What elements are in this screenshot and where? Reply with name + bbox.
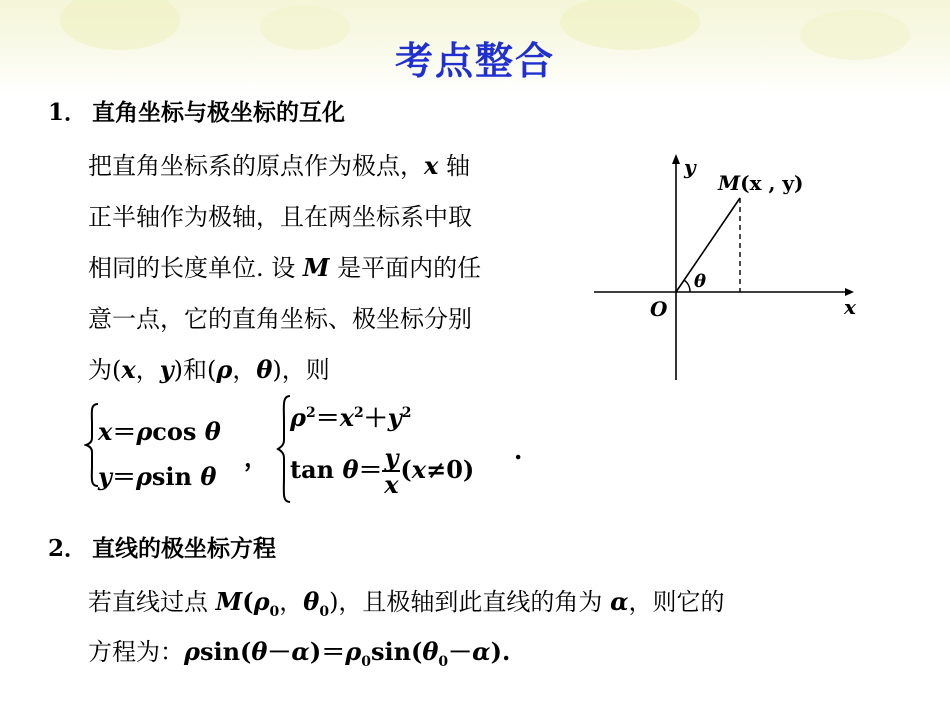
- var-rho: ρ: [290, 403, 306, 432]
- var-x: x: [424, 151, 439, 180]
- var-rho: ρ: [136, 417, 153, 446]
- angle-arc: [684, 280, 690, 292]
- plus: ＋: [363, 403, 388, 432]
- text: ，: [135, 356, 160, 384]
- section-2-title: 直线的极坐标方程: [92, 535, 276, 562]
- section-1-line-4: [88, 299, 472, 334]
- system-1-row-2: [98, 457, 216, 492]
- text: 是平面内的任: [329, 254, 482, 282]
- text: 为(: [88, 356, 122, 384]
- text: ，: [279, 588, 304, 616]
- section-2-number: 2．: [48, 535, 88, 562]
- var-y: y: [387, 403, 402, 432]
- minus: －: [448, 637, 473, 666]
- var-rho: ρ: [216, 355, 233, 384]
- y-axis-arrow: [672, 154, 680, 164]
- paren: (: [242, 587, 254, 616]
- var-theta: θ: [342, 455, 359, 484]
- var-x: x: [121, 355, 136, 384]
- equals: )＝: [309, 637, 346, 666]
- var-theta: θ: [256, 355, 273, 384]
- section-1-line-3: [88, 248, 481, 283]
- var-rho: ρ: [135, 462, 152, 491]
- var-alpha: α: [610, 587, 629, 616]
- equals: ＝: [111, 462, 136, 491]
- text: ，: [232, 356, 257, 384]
- section-2-heading: [48, 530, 276, 563]
- section-1-heading: [48, 94, 345, 127]
- subscript: 0: [269, 603, 280, 620]
- var-rho: ρ: [345, 637, 362, 666]
- text: )，则: [272, 356, 330, 384]
- var-rho: ρ: [184, 637, 200, 666]
- fraction-y-over-x: [382, 443, 400, 499]
- exponent: 2: [401, 405, 412, 421]
- var-theta: θ: [422, 637, 439, 666]
- var-m: M: [302, 253, 330, 282]
- equals: ＝: [315, 403, 340, 432]
- angle-theta-label: θ: [694, 271, 707, 292]
- point-m-coords: (x , y): [740, 171, 804, 195]
- var-theta: θ: [303, 587, 320, 616]
- cos: cos: [152, 417, 205, 446]
- exponent: 2: [354, 405, 364, 421]
- section-2-line-2: [88, 632, 510, 670]
- sin: sin(: [370, 637, 423, 666]
- system-2-row-2: [290, 443, 475, 499]
- var-m: M: [215, 587, 243, 616]
- segment-om: [676, 198, 740, 292]
- var-y: y: [98, 462, 112, 491]
- point-m-name: M: [718, 171, 741, 195]
- text: 轴: [438, 152, 470, 180]
- minus: －: [267, 637, 292, 666]
- var-x: x: [411, 455, 427, 484]
- exponent: 2: [305, 405, 316, 421]
- var-x: x: [339, 403, 355, 432]
- sin: sin: [151, 462, 201, 491]
- subscript: 0: [438, 653, 449, 670]
- denominator: x: [384, 470, 399, 499]
- text: 意一点，它的直角坐标、极坐标分别: [88, 305, 472, 333]
- text: ，则它的: [628, 588, 725, 616]
- text: 若直线过点: [88, 588, 216, 616]
- text: )和(: [173, 356, 217, 384]
- coordinate-diagram: [590, 148, 870, 383]
- var-theta: θ: [200, 462, 217, 491]
- x-axis-label: x: [844, 295, 856, 319]
- section-1-line-2: [88, 197, 472, 232]
- equals: ＝: [358, 455, 383, 484]
- var-alpha: α: [472, 637, 491, 666]
- var-rho: ρ: [253, 587, 270, 616]
- section-1-line-1: [88, 146, 470, 181]
- text: )，且极轴到此直线的角为: [329, 588, 611, 616]
- text: 正半轴作为极轴，且在两坐标系中取: [88, 203, 472, 231]
- section-2-line-1: [88, 582, 725, 620]
- system-1-row-1: [98, 412, 221, 447]
- text: 相同的长度单位. 设: [88, 254, 303, 282]
- sin: sin(: [199, 637, 252, 666]
- origin-label: O: [650, 297, 668, 321]
- y-axis-label: y: [684, 155, 696, 179]
- var-theta: θ: [251, 637, 268, 666]
- point-m-label: [717, 171, 804, 195]
- paren-period: ).: [490, 637, 511, 666]
- var-x: x: [98, 417, 113, 446]
- section-1-line-5: [88, 350, 330, 385]
- systems-separator-comma: ，: [244, 443, 268, 472]
- tan: tan: [290, 455, 343, 484]
- condition: ≠0): [426, 455, 475, 484]
- paren: (: [400, 455, 412, 484]
- var-theta: θ: [204, 417, 221, 446]
- var-alpha: α: [291, 637, 310, 666]
- section-1-number: 1．: [48, 99, 88, 126]
- formula-period: .: [514, 436, 523, 465]
- subscript: 0: [319, 603, 330, 620]
- var-y: y: [159, 355, 174, 384]
- text: 方程为：: [88, 638, 184, 666]
- page-title: 考点整合: [394, 38, 555, 83]
- system-2-row-1: [290, 398, 411, 433]
- numerator: y: [384, 443, 399, 472]
- section-1-title: 直角坐标与极坐标的互化: [92, 99, 345, 126]
- equals: ＝: [112, 417, 137, 446]
- subscript: 0: [361, 653, 371, 670]
- text: 把直角坐标系的原点作为极点，: [88, 152, 424, 180]
